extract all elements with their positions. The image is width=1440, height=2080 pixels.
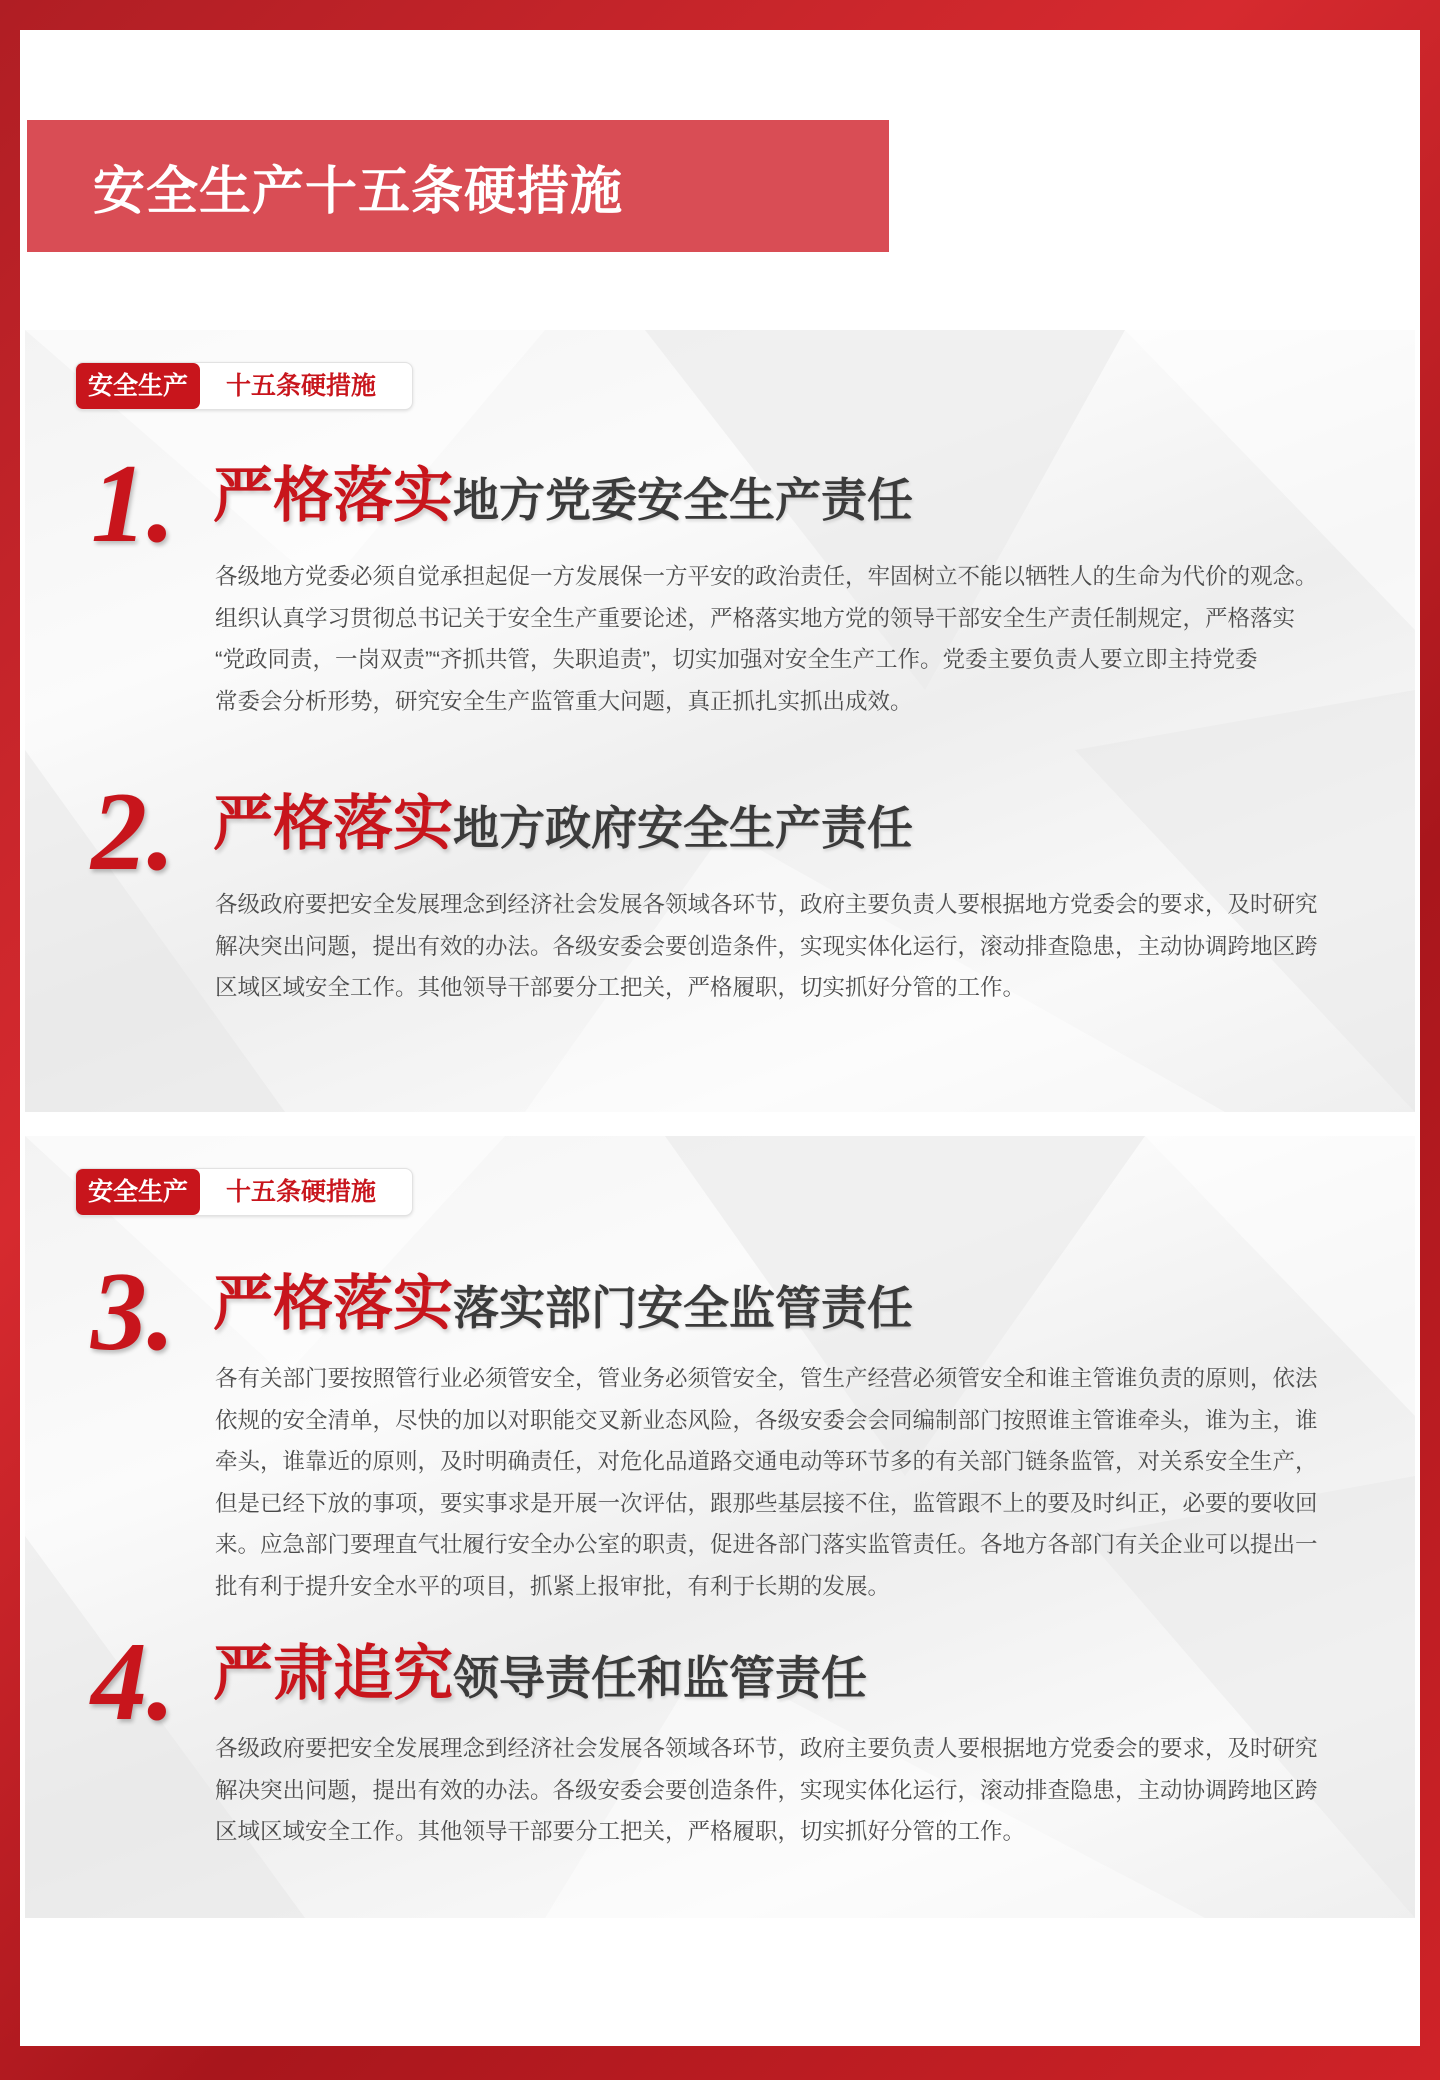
heading-text: 地方政府安全生产责任: [453, 802, 913, 854]
body-line: 依规的安全清单，尽快的加以对职能交叉新业态风险，各级安委会会同编制部门按照谁主管谁牵头，谁为主，谁: [215, 1407, 1318, 1433]
item-body: [215, 1358, 1373, 1608]
item-heading: [213, 462, 913, 529]
heading-text: 领导责任和监管责任: [453, 1652, 867, 1704]
body-line: 各级政府要把安全发展理念到经济社会发展各领域各环节，政府主要负责人要根据地方党委会的要求，及时研究: [215, 892, 1318, 917]
heading-text: 地方党委安全生产责任: [453, 474, 913, 526]
body-line: 批有利于提升安全水平的项目，抓紧上报审批，有利于长期的发展。: [215, 1573, 891, 1599]
body-line: 各级地方党委必须自觉承担起促一方发展保一方平安的政治责任，牢固树立不能以牺牲人的生命为代价的观念。: [215, 564, 1318, 589]
tag-label-red: 安全生产: [76, 363, 200, 409]
item-body: [215, 884, 1373, 1009]
item-number: 3.: [91, 1250, 175, 1374]
content-panel-2: [25, 1136, 1415, 1918]
item-heading: [213, 1640, 867, 1707]
heading-emphasis: 严格落实: [213, 1270, 453, 1337]
item-number: 4.: [91, 1620, 175, 1744]
item-number: 2.: [91, 770, 175, 894]
heading-emphasis: 严格落实: [213, 790, 453, 857]
body-line: 区域区域安全工作。其他领导干部要分工把关，严格履职，切实抓好分管的工作。: [215, 1819, 1026, 1845]
body-line: 解决突出问题，提出有效的办法。各级安委会要创造条件，实现实体化运行，滚动排查隐患，主动协调跨地区跨: [215, 1777, 1318, 1803]
item-body: [215, 1728, 1373, 1853]
section-tag: [75, 1168, 413, 1216]
body-line: 区域区域安全工作。其他领导干部要分工把关，严格履职，切实抓好分管的工作。: [215, 975, 1026, 1001]
content-panel-1: [25, 330, 1415, 1112]
body-line: 各级政府要把安全发展理念到经济社会发展各领域各环节，政府主要负责人要根据地方党委会的要求，及时研究: [215, 1736, 1318, 1761]
heading-text: 落实部门安全监管责任: [453, 1282, 913, 1334]
tag-label-text: 十五条硬措施: [226, 1178, 377, 1206]
tag-label-red: 安全生产: [76, 1169, 200, 1215]
body-line: 来。应急部门要理直气壮履行安全办公室的职责，促进各部门落实监管责任。各地方各部门有关企业可以提出一: [215, 1532, 1318, 1558]
heading-emphasis: 严肃追究: [213, 1640, 453, 1707]
page: [20, 30, 1420, 2046]
tag-label-text: 十五条硬措施: [226, 372, 377, 400]
heading-emphasis: 严格落实: [213, 462, 453, 529]
body-line: 牵头，谁靠近的原则，及时明确责任，对危化品道路交通电动等环节多的有关部门链条监管，对关系安全生产，: [215, 1449, 1318, 1475]
body-line: 各有关部门要按照管行业必须管安全，管业务必须管安全，管生产经营必须管安全和谁主管谁负责的原则，依法: [215, 1366, 1318, 1391]
body-line: “党政同责，一岗双责”“齐抓共管，失职追责”，切实加强对安全生产工作。党委主要负责人要立即主持党委: [215, 647, 1258, 673]
item-heading: [213, 1270, 913, 1337]
body-line: 常委会分析形势，研究安全生产监管重大问题，真正抓扎实抓出成效。: [215, 688, 913, 714]
page-title: 安全生产十五条硬措施: [93, 162, 624, 221]
body-line: 但是已经下放的事项，要实事求是开展一次评估，跟那些基层接不住，监管跟不上的要及时纠正，必要的要收回: [215, 1490, 1318, 1516]
item-number: 1.: [91, 442, 175, 566]
item-body: [215, 556, 1373, 722]
item-heading: [213, 790, 913, 857]
body-line: 解决突出问题，提出有效的办法。各级安委会要创造条件，实现实体化运行，滚动排查隐患，主动协调跨地区跨: [215, 933, 1318, 959]
body-line: 组织认真学习贯彻总书记关于安全生产重要论述，严格落实地方党的领导干部安全生产责任制规定，严格落实: [215, 605, 1296, 631]
section-tag: [75, 362, 413, 410]
title-banner: [27, 120, 889, 252]
